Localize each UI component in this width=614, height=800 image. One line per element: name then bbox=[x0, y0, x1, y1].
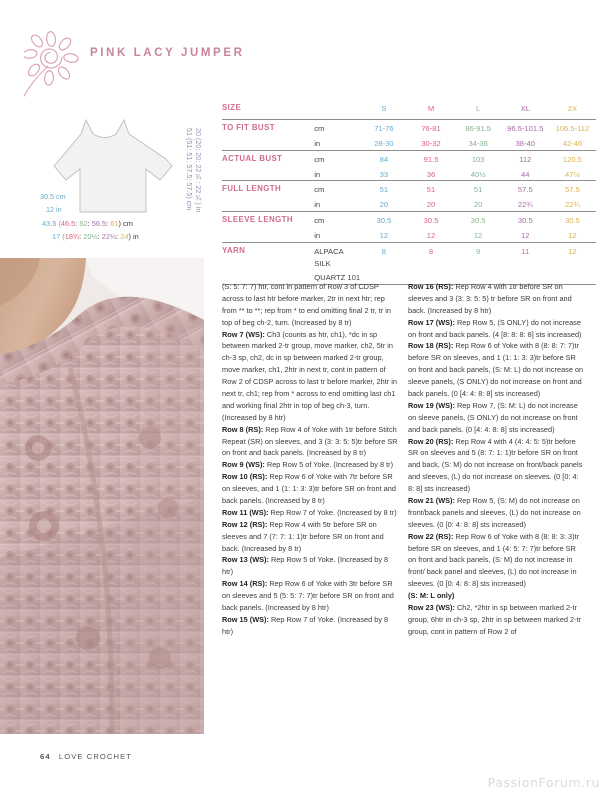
size-table-cell-m: 8 bbox=[428, 246, 434, 256]
paragraph-body: Ch3 (counts as htr, ch1), *dc in sp between marked 2-tr group, move marker, ch2, 5tr in ch-3 sp, ch2, dc in sp between marked 2-tr group, move marker, ch1, 2htr in next tr, cont in pattern of Row 2 of CDSP across to last tr before marker, 2htr in next tr, ch1; rep from * across to end omitting last ch1 and working final 2htr in top of beg ch-3, turn. (Increased by 8 htr) bbox=[222, 329, 397, 422]
size-table-row-label: TO FIT BUST bbox=[222, 122, 275, 132]
paragraph-body: Rep Row 4 with 5tr before SR on sleeves and 7 (7: 7: 1: 1)tr before SR on front and back. (Increased by 8 tr) bbox=[222, 519, 384, 553]
pattern-paragraph bbox=[222, 471, 398, 507]
table-row bbox=[222, 135, 596, 150]
table-row bbox=[222, 151, 596, 166]
size-table-cell-s: 8 bbox=[381, 246, 387, 256]
schematic-sleeve-length-cm: 30.5 cm bbox=[40, 192, 66, 201]
col-header-s: S bbox=[381, 104, 387, 113]
size-table-cell-2x: 30.5 bbox=[565, 216, 580, 226]
size-table-cell-m: 51 bbox=[426, 185, 436, 195]
paragraph-body: Rep Row 4 of Yoke with 1tr before Stitch Repeat (SR) on sleeves, and 3 (3: 3: 5: 5)tr before SR on front and back panels. (Increased by 8 tr) bbox=[222, 424, 398, 458]
size-table-cell-s: 51 bbox=[379, 185, 389, 195]
pattern-paragraph bbox=[408, 340, 584, 399]
size-table-cell-s: 30.5 bbox=[376, 216, 392, 226]
size-table-row-label bbox=[222, 135, 314, 150]
sep: : bbox=[79, 232, 84, 241]
size-table-cell-xl: 44 bbox=[521, 169, 530, 179]
paragraph-body: Rep Row 6 of Yoke with 8 (8: 8: 3: 3)tr before SR on sleeves, and 1 (4: 5: 7: 7)tr before SR on front and back panels, (S: M) do not increase in front/ back panel and sleeves, (L) do not increase in sleeves. (0 [0: 4: 8: 8] sts increased) bbox=[408, 531, 580, 589]
pattern-paragraph bbox=[222, 329, 398, 424]
width-in-base: 17 ( bbox=[52, 232, 65, 241]
size-table-cell-2x: 42-46 bbox=[562, 138, 583, 148]
schematic-width-in bbox=[52, 232, 139, 242]
table-row bbox=[222, 243, 596, 270]
size-table-cell-2x: 12 bbox=[568, 246, 577, 256]
pattern-paragraph bbox=[222, 614, 398, 638]
size-table-cell-xl: 96.5-101.5 bbox=[507, 123, 544, 133]
paragraph-body: Rep Row 4 with 4 (4: 4: 5: 5)tr before SR on sleeves and 5 (8: 7: 1: 1)tr before SR on front and back, (S: M) do not increase on front/back panels and sleeves, (L) do not increase on sleeves. (0 [0: 4: 8: 8] sts increased) bbox=[408, 436, 583, 494]
size-table-row-label: ACTUAL BUST bbox=[222, 153, 283, 163]
size-table-row-label: FULL LENGTH bbox=[222, 184, 282, 194]
schematic-width-cm bbox=[42, 219, 133, 229]
row-heading: Row 20 (RS): bbox=[408, 436, 454, 446]
page-number: 64 bbox=[40, 752, 51, 761]
pattern-paragraph bbox=[408, 317, 584, 341]
size-table-cell-xl: 22¾ bbox=[517, 200, 533, 210]
width-in-suffix: ) in bbox=[128, 232, 139, 241]
row-heading: Row 21 (WS): bbox=[408, 496, 455, 506]
size-table-unit: in bbox=[314, 200, 321, 210]
row-heading: Row 12 (RS): bbox=[222, 519, 268, 529]
size-table-cell-m: 20 bbox=[426, 200, 436, 210]
size-table-cell-l: 12 bbox=[473, 231, 483, 241]
paragraph-body: Rep Row 6 of Yoke with 3tr before SR on sleeves and 5 (5: 5: 7: 7)tr before SR on front and back panels. (Increased by 8 htr) bbox=[222, 579, 394, 613]
size-table-cell-xl: 12 bbox=[521, 231, 530, 241]
table-row bbox=[222, 181, 596, 196]
size-table-cell-m: 91.5 bbox=[423, 154, 439, 164]
publication-name: LOVE CROCHET bbox=[58, 752, 132, 761]
width-cm-2x: 61 bbox=[110, 219, 119, 228]
size-table-unit: in bbox=[314, 169, 321, 179]
size-table-cell-l: 9 bbox=[476, 246, 481, 256]
schematic-full-length-cm: 51 (51: 51: 57.5: 57.5) cm bbox=[184, 128, 194, 211]
size-table-row-label: SLEEVE LENGTH bbox=[222, 215, 293, 225]
width-in-l: 20½ bbox=[83, 232, 98, 241]
row-heading: (S: M: L only) bbox=[408, 591, 455, 601]
col-header-size: SIZE bbox=[222, 103, 242, 112]
width-in-m: 18¾ bbox=[64, 232, 80, 241]
table-row bbox=[222, 196, 596, 211]
size-table-cell-m: 12 bbox=[426, 231, 436, 241]
size-table-cell-xl: 11 bbox=[521, 246, 530, 256]
col-header-2x: 2X bbox=[567, 104, 578, 113]
paragraph-body: Rep Row 6 of Yoke with 7tr before SR on sleeves, and 1 (1: 1: 3: 3)tr before SR on front and back panels. (Increased by 8 tr) bbox=[222, 472, 396, 506]
pattern-paragraph bbox=[222, 578, 398, 614]
pattern-paragraph bbox=[222, 424, 398, 460]
size-table-cell-2x: 22¾ bbox=[565, 200, 580, 210]
size-table-unit: in bbox=[314, 138, 321, 148]
row-heading: Row 8 (RS): bbox=[222, 424, 264, 434]
pattern-paragraph bbox=[408, 495, 584, 531]
size-table-cell-s: 84 bbox=[379, 154, 389, 164]
col-header-unit bbox=[314, 100, 360, 119]
pattern-paragraph bbox=[408, 400, 584, 436]
size-table-cell-l: 40½ bbox=[470, 169, 486, 179]
garment-photo bbox=[0, 258, 204, 734]
size-table-row-label bbox=[222, 196, 314, 211]
row-heading: Row 18 (RS): bbox=[408, 341, 454, 351]
pattern-paragraph bbox=[222, 459, 398, 471]
row-heading: Row 13 (WS): bbox=[222, 555, 269, 565]
size-table-unit: cm bbox=[314, 185, 325, 195]
paragraph-body: Rep Row 5, (S ONLY) do not increase on front and back panels. (4 [8: 8: 8: 8] sts increased) bbox=[408, 317, 582, 339]
size-table-cell-2x: 120.5 bbox=[562, 154, 582, 164]
row-heading: Row 15 (WS): bbox=[222, 614, 269, 624]
size-table-cell-s: 12 bbox=[379, 231, 389, 241]
pattern-paragraph bbox=[222, 554, 398, 578]
size-table-cell-m: 76-81 bbox=[421, 123, 441, 133]
size-table-cell-2x: 12 bbox=[568, 231, 577, 241]
size-table-cell-l: 20 bbox=[473, 200, 483, 210]
pattern-paragraph bbox=[222, 281, 398, 329]
pattern-text-column-1 bbox=[222, 281, 398, 638]
size-table-row-label: YARN bbox=[222, 245, 246, 255]
size-table-cell-xl: 57.5 bbox=[517, 185, 533, 195]
size-table-unit: ALPACA SILK bbox=[314, 246, 344, 268]
size-table-unit: QUARTZ 101 bbox=[314, 273, 361, 283]
table-row bbox=[222, 227, 596, 242]
page-footer bbox=[40, 752, 132, 761]
page-header bbox=[0, 0, 614, 95]
paragraph-body: Rep Row 4 with 1tr before SR on sleeves and 3 (3: 3: 5: 5) tr before SR on front and back. (Increased by 8 htr) bbox=[408, 282, 572, 315]
size-table-cell-l: 51 bbox=[473, 185, 483, 195]
size-table-cell-s: 28-30 bbox=[374, 138, 394, 148]
pattern-paragraph bbox=[408, 531, 584, 590]
pattern-paragraph bbox=[222, 507, 398, 519]
pattern-text-column-2 bbox=[408, 281, 584, 638]
size-table bbox=[222, 100, 596, 285]
paragraph-body: Rep Row 7 of Yoke. (Increased by 8 tr) bbox=[268, 507, 397, 517]
schematic-full-length-in: 20 (20: 20: 22¾: 22¾) in bbox=[193, 128, 203, 213]
pattern-paragraph bbox=[408, 590, 584, 602]
paragraph-body: Rep Row 5 of Yoke. (Increased by 8 tr) bbox=[264, 460, 394, 470]
row-heading: Row 11 (WS): bbox=[222, 507, 269, 517]
watermark: PassionForum.ru bbox=[487, 775, 600, 790]
sep: : bbox=[97, 232, 102, 241]
width-cm-m: 46.5 bbox=[60, 219, 76, 228]
pattern-paragraph bbox=[222, 519, 398, 555]
paragraph-body: (S: 5: 7: 7) htr, cont in pattern of Row 3 of CDSP across to last htr before marker, 2tr in next htr; rep from ** to **; rep from * to end omitting final 2 tr, tr in top of beg ch-2, turn. (Increased by 8 tr) bbox=[222, 282, 391, 327]
paragraph-body: Rep Row 7, (S: M: L) do not increase on sleeve panels, (S ONLY) do not increase on front and back panels. (0 [4: 4: 8: 8] sts increased) bbox=[408, 400, 578, 434]
paragraph-body: Ch2, *2htr in sp between marked 2-tr group, 6htr in ch-3 sp, 2htr in sp between marked 2-tr group, cont in pattern of Row 2 of bbox=[408, 603, 582, 636]
paragraph-body: Rep Row 5, (S: M) do not increase on front/back panels and sleeves, (L) do not increase on sleeves. (0 [0: 4: 8: 8] sts increased) bbox=[408, 496, 581, 529]
width-cm-suffix: ) cm bbox=[118, 219, 133, 228]
size-table-cell-m: 30.5 bbox=[423, 216, 439, 226]
col-header-l: L bbox=[476, 104, 481, 113]
row-heading: Row 22 (RS): bbox=[408, 531, 454, 541]
table-row bbox=[222, 212, 596, 227]
size-table-cell-l: 30.5 bbox=[470, 216, 486, 226]
row-heading: Row 9 (WS): bbox=[222, 460, 265, 470]
size-table-cell-2x: 57.5 bbox=[565, 185, 580, 195]
size-table-cell-s: 33 bbox=[379, 169, 389, 179]
table-row bbox=[222, 166, 596, 181]
row-heading: Row 23 (WS): bbox=[408, 603, 455, 613]
size-table-unit: cm bbox=[314, 216, 325, 226]
width-cm-base: 43.5 ( bbox=[42, 219, 61, 228]
sep: : bbox=[87, 219, 92, 228]
width-cm-l: 52 bbox=[79, 219, 88, 228]
paragraph-body: Rep Row 7 of Yoke. (Increased by 8 htr) bbox=[222, 614, 389, 636]
size-table-cell-l: 86-91.5 bbox=[465, 123, 492, 133]
pattern-paragraph bbox=[408, 436, 584, 495]
size-table-header-row bbox=[222, 100, 596, 119]
row-heading: Row 14 (RS): bbox=[222, 579, 268, 589]
sep: : bbox=[75, 219, 80, 228]
size-table-cell-m: 36 bbox=[426, 169, 436, 179]
paragraph-body: Rep Row 6 of Yoke with 8 (8: 8: 7: 7)tr before SR on sleeves, and 1 (1: 1: 3: 3)tr before SR on front and back panels, (S: M: L) do not increase on sleeve panels, (S ONLY) do not increase on front and back panels. (0 [4: 4: 8: 8] sts increased) bbox=[408, 341, 584, 399]
flower-spiral-icon bbox=[24, 28, 88, 102]
width-in-xl: 22¼ bbox=[101, 232, 117, 241]
col-header-xl: XL bbox=[520, 104, 530, 113]
page-title: PINK LACY JUMPER bbox=[90, 47, 245, 59]
size-table-cell-2x: 47½ bbox=[565, 169, 580, 179]
row-heading: Row 19 (WS): bbox=[408, 400, 455, 410]
size-table-row-label bbox=[222, 166, 314, 181]
pattern-paragraph bbox=[408, 281, 584, 317]
size-table-cell-s: 71-76 bbox=[374, 123, 394, 133]
row-heading: Row 7 (WS): bbox=[222, 329, 265, 339]
schematic-sleeve-length-in: 12 in bbox=[46, 205, 62, 214]
size-table-row-label bbox=[222, 227, 314, 242]
col-header-m: M bbox=[427, 104, 435, 113]
size-table-cell-xl: 38-40 bbox=[515, 138, 535, 148]
size-table-unit: in bbox=[314, 231, 321, 241]
size-table-cell-m: 30-32 bbox=[421, 138, 441, 148]
row-heading: Row 10 (RS): bbox=[222, 472, 268, 482]
size-table-cell-xl: 30.5 bbox=[517, 216, 533, 226]
row-heading: Row 16 (RS): bbox=[408, 282, 454, 291]
size-table-cell-l: 34-36 bbox=[468, 138, 488, 148]
width-in-2x: 24 bbox=[120, 232, 129, 241]
size-table-unit: cm bbox=[314, 154, 325, 164]
pattern-paragraph bbox=[408, 602, 584, 638]
size-table-unit: cm bbox=[314, 123, 325, 133]
row-heading: Row 17 (WS): bbox=[408, 317, 455, 327]
sep: : bbox=[106, 219, 111, 228]
width-cm-xl: 56.5 bbox=[91, 219, 107, 228]
size-table-cell-2x: 106.5-112 bbox=[555, 123, 590, 133]
table-row bbox=[222, 120, 596, 135]
size-table-cell-xl: 112 bbox=[519, 154, 532, 164]
paragraph-body: Rep Row 5 of Yoke. (Increased by 8 htr) bbox=[222, 555, 389, 577]
sep: : bbox=[116, 232, 121, 241]
size-table-cell-l: 103 bbox=[471, 154, 485, 164]
size-table-cell-s: 20 bbox=[379, 200, 389, 210]
